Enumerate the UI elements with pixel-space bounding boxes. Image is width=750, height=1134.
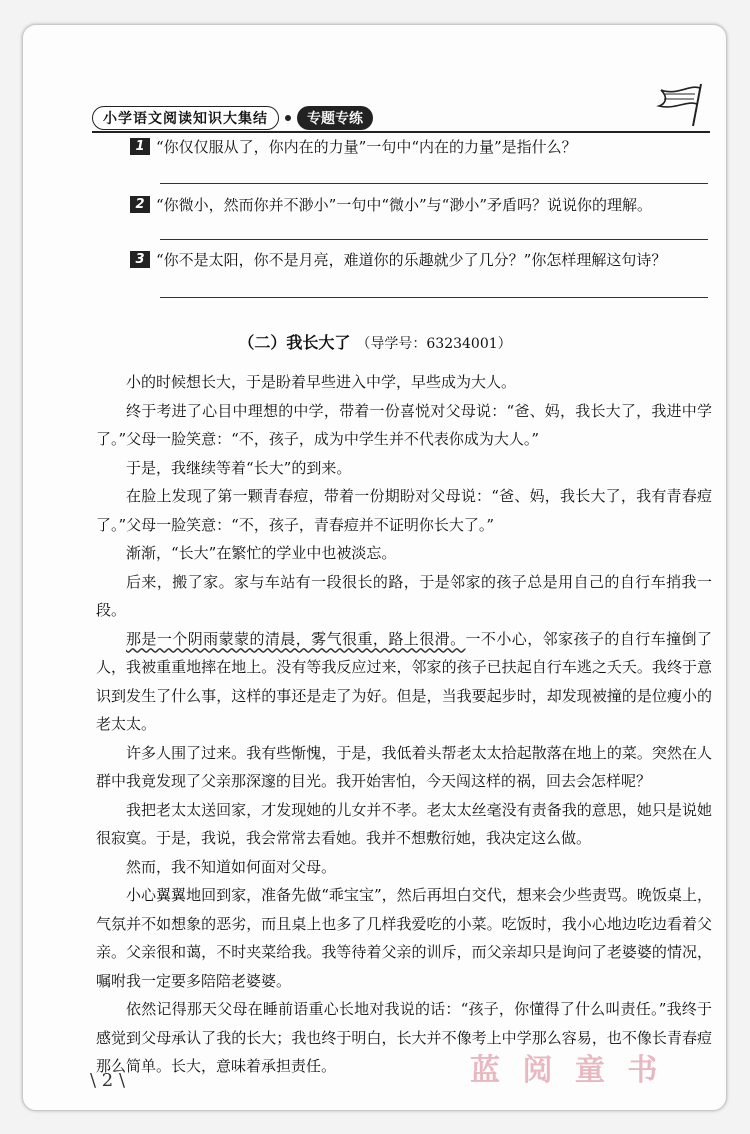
paragraph: 在脸上发现了第一颗青春痘，带着一份期盼对父母说：“爸、妈，我长大了，我有青春痘了。”父母一脸笑意：“不，孩子，青春痘并不证明你长大了。” xyxy=(96,487,712,534)
paragraph: 我把老太太送回家，才发现她的儿女并不孝。老太太丝毫没有责备我的意思，她只是说她很寂寞。于是，我说，我会常常去看她。我并不想敷衍她，我决定这么做。 xyxy=(96,800,712,847)
article-heading: （二）我长大了 xyxy=(238,333,351,352)
paragraph: 于是，我继续等着“长大”的到来。 xyxy=(126,458,352,477)
paragraph: 后来，搬了家。家与车站有一段很长的路，于是邻家的孩子总是用自己的自行车捎我一段。 xyxy=(96,572,712,619)
paragraph: 终于考进了心目中理想的中学，带着一份喜悦对父母说：“爸、妈，我长大了，我进中学了。”父母一脸笑意：“不，孩子，成为中学生并不代表你成为大人。” xyxy=(96,401,712,448)
paragraph: 依然记得那天父母在睡前语重心长地对我说的话：“孩子，你懂得了什么叫责任。”我终于感觉到父母承认了我的长大；我也终于明白，长大并不像考上中学那么容易，也不像长青春痘那么简单。长大，意味着承担责任。 xyxy=(96,1000,712,1075)
question-text: “你微小，然而你并不渺小”一句中“微小”与“渺小”矛盾吗？说说你的理解。 xyxy=(156,196,653,214)
section-label: 专题专练 xyxy=(297,106,373,130)
paragraph-continuation: 一不小心，邻家孩子的自行车撞倒了人，我被重重地摔在地上。没有等我反应过来，邻家的孩子已扶起自行车逃之夭夭。我终于意识到发生了什么事，这样的事还是走了为好。但是，当我要起步时，却发现被撞的是位瘦小的老太太。 xyxy=(96,629,712,733)
question-1 xyxy=(130,136,720,157)
guide-number: （导学号：63234001） xyxy=(356,336,512,352)
question-text: “你不是太阳，你不是月亮，难道你的乐趣就少了几分？”你怎样理解这句诗？ xyxy=(156,251,667,269)
header-rule xyxy=(92,131,710,133)
question-text: “你仅仅服从了，你内在的力量”一句中“内在的力量”是指什么？ xyxy=(156,138,577,156)
paragraph: 小心翼翼地回到家，准备先做“乖宝宝”，然后再坦白交代，想来会少些责骂。晚饭桌上，气氛并不如想象的恶劣，而且桌上也多了几样我爱吃的小菜。吃饭时，我小心地边吃边看着父亲。父亲很和蔼，不时夹菜给我。我等待着父亲的训斥，而父亲却只是询问了老婆婆的情况，嘱咐我一定要多陪陪老婆婆。 xyxy=(96,886,712,990)
question-2 xyxy=(130,194,720,215)
paragraph: 许多人围了过来。我有些惭愧，于是，我低着头帮老太太拾起散落在地上的菜。突然在人群中我竟发现了父亲那深邃的目光。我开始害怕，今天闯这样的祸，回去会怎样呢？ xyxy=(96,743,712,790)
paragraph: 然而，我不知道如何面对父母。 xyxy=(126,857,337,876)
header-dot xyxy=(285,115,291,121)
running-header xyxy=(92,105,373,131)
question-number: 3 xyxy=(130,251,150,268)
question-number: 1 xyxy=(130,138,150,155)
book-title: 小学语文阅读知识大集结 xyxy=(92,106,279,130)
article-body xyxy=(96,368,712,1081)
answer-line-2 xyxy=(160,239,708,240)
answer-line-3 xyxy=(160,297,708,298)
flag-icon xyxy=(655,80,715,128)
page-number: \ 2 \ xyxy=(90,1070,126,1091)
article-title xyxy=(0,330,750,353)
question-number: 2 xyxy=(130,196,150,213)
question-3 xyxy=(130,249,720,270)
underlined-sentence: 那是一个阴雨蒙蒙的清晨，雾气很重，路上很滑。 xyxy=(126,629,466,648)
answer-line-1 xyxy=(160,183,708,184)
page-number-value: 2 xyxy=(101,1070,114,1091)
paragraph xyxy=(96,625,712,739)
paragraph: 渐渐，“长大”在繁忙的学业中也被淡忘。 xyxy=(126,544,397,562)
paragraph: 小的时候想长大，于是盼着早些进入中学，早些成为大人。 xyxy=(126,373,517,391)
watermark: 蓝 阅 童 书 xyxy=(470,1053,664,1088)
